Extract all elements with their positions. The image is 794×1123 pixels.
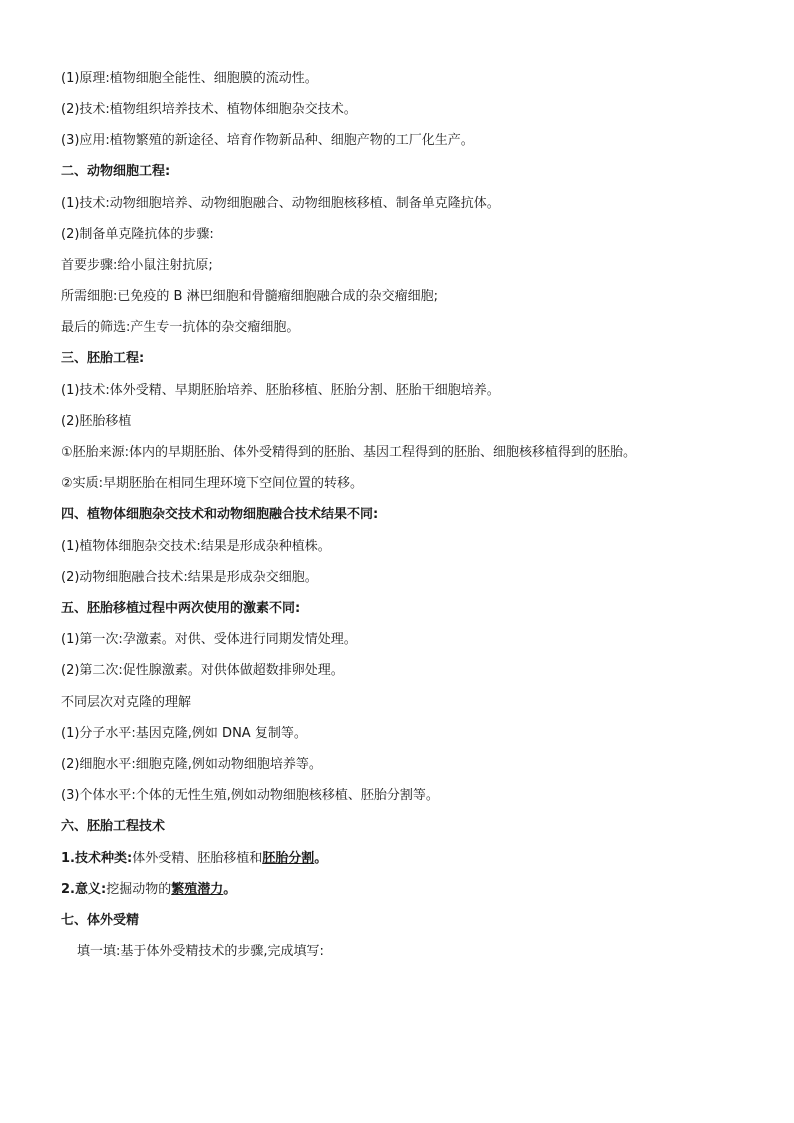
significance-text: 挖掘动物的	[106, 882, 172, 897]
significance-underlined: 繁殖潜力	[171, 882, 224, 897]
fill-in-prompt: 填一填:基于体外受精技术的步骤,完成填写:	[77, 944, 324, 959]
section-heading-hormones: 五、胚胎移植过程中两次使用的激素不同:	[61, 601, 301, 616]
section-heading-ivf: 七、体外受精	[61, 913, 140, 928]
section-heading-embryo-engineering: 六、胚胎工程技术	[61, 819, 166, 834]
second-hormone-line: (2)第二次:促性腺激素。对供体做超数排卵处理。	[61, 663, 344, 678]
first-hormone-line: (1)第一次:孕激素。对供、受体进行同期发情处理。	[61, 632, 357, 647]
technique-types-label: 1.技术种类:	[61, 851, 133, 866]
significance-line	[61, 881, 236, 899]
animal-fusion-line: (2)动物细胞融合技术:结果是形成杂交细胞。	[61, 570, 318, 585]
essence-line: ②实质:早期胚胎在相同生理环境下空间位置的转移。	[61, 476, 364, 491]
section-heading-animal-cell: 二、动物细胞工程:	[61, 164, 171, 179]
significance-label: 2.意义:	[61, 882, 107, 897]
application-line: (3)应用:植物繁殖的新途径、培育作物新品种、细胞产物的工厂化生产。	[61, 133, 474, 148]
embryo-source-line: ①胚胎来源:体内的早期胚胎、体外受精得到的胚胎、基因工程得到的胚胎、细胞核移植得到的胚胎。	[61, 445, 637, 460]
technique-types-end: 。	[314, 851, 328, 866]
technique-types-line	[61, 850, 327, 868]
significance-end: 。	[223, 882, 237, 897]
technique-types-underlined: 胚胎分割	[262, 851, 315, 866]
technique-types-text: 体外受精、胚胎移植和	[132, 851, 263, 866]
individual-level-line: (3)个体水平:个体的无性生殖,例如动物细胞核移植、胚胎分割等。	[61, 788, 439, 803]
embryo-technique-line: (1)技术:体外受精、早期胚胎培养、胚胎移植、胚胎分割、胚胎干细胞培养。	[61, 383, 500, 398]
required-cells-line: 所需细胞:已免疫的 B 淋巴细胞和骨髓瘤细胞融合成的杂交瘤细胞;	[61, 289, 438, 304]
clone-levels-line: 不同层次对克隆的理解	[61, 695, 192, 710]
molecular-level-line: (1)分子水平:基因克隆,例如 DNA 复制等。	[61, 726, 307, 741]
first-step-line: 首要步骤:给小鼠注射抗原;	[61, 258, 213, 273]
antibody-steps-line: (2)制备单克隆抗体的步骤:	[61, 227, 214, 242]
animal-technique-line: (1)技术:动物细胞培养、动物细胞融合、动物细胞核移植、制备单克隆抗体。	[61, 196, 500, 211]
plant-hybrid-line: (1)植物体细胞杂交技术:结果是形成杂种植株。	[61, 539, 331, 554]
principle-line: (1)原理:植物细胞全能性、细胞膜的流动性。	[61, 71, 318, 86]
final-screening-line: 最后的筛选:产生专一抗体的杂交瘤细胞。	[61, 320, 300, 335]
section-heading-results: 四、植物体细胞杂交技术和动物细胞融合技术结果不同:	[61, 507, 379, 522]
cellular-level-line: (2)细胞水平:细胞克隆,例如动物细胞培养等。	[61, 757, 322, 772]
embryo-transfer-line: (2)胚胎移植	[61, 414, 132, 429]
technique-line: (2)技术:植物组织培养技术、植物体细胞杂交技术。	[61, 102, 357, 117]
section-heading-embryo: 三、胚胎工程:	[61, 351, 145, 366]
